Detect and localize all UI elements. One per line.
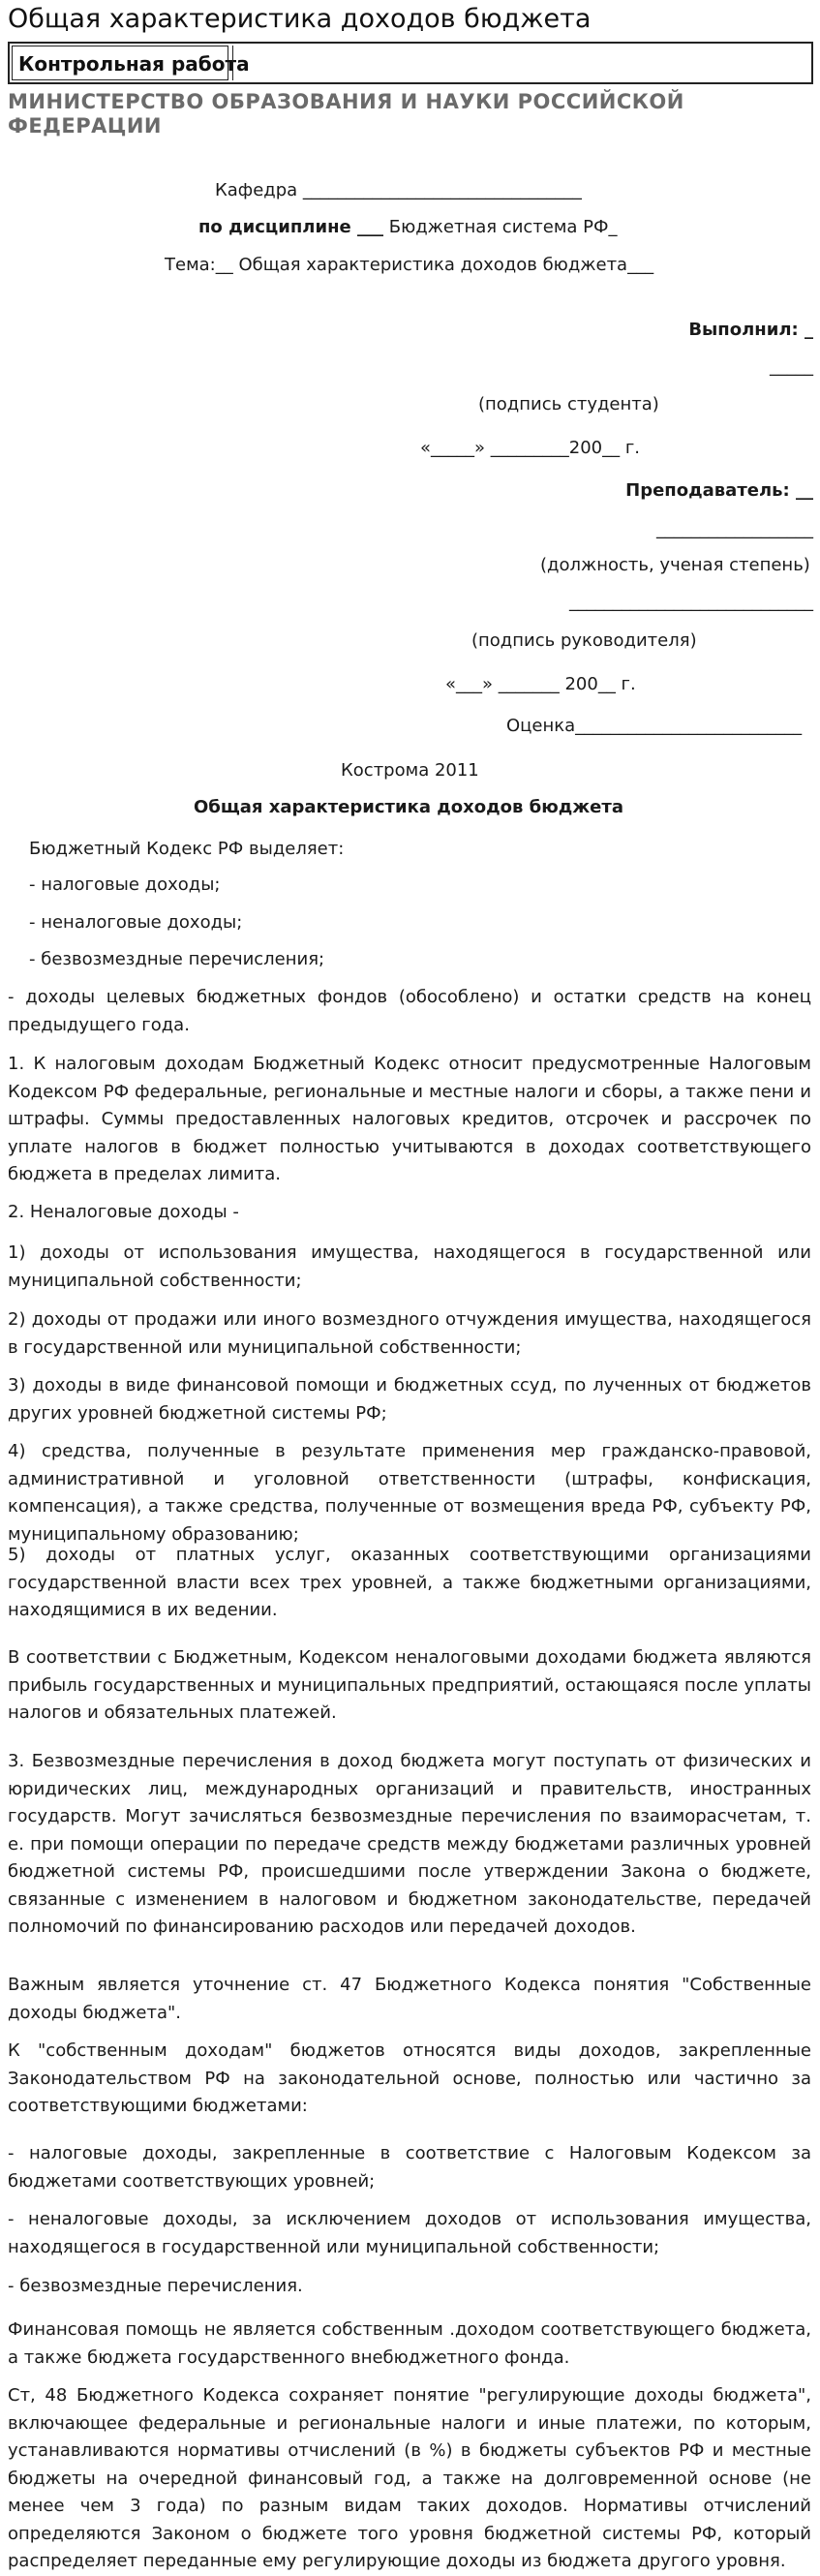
discipline-value: Бюджетная система РФ_ [383, 217, 618, 237]
tab-divider [232, 46, 233, 80]
teacher-signature: (подпись руководителя) [471, 630, 697, 651]
list-item: - налоговые доходы; [29, 874, 221, 895]
page-title: Общая характеристика доходов бюджета [8, 4, 592, 34]
paragraph: Финансовая помощь не является собственным .доходом соответствующего бюджета, а также бюджета государственного внебюджетного фонда. [8, 2319, 811, 2368]
paragraph: К "собственным доходам" бюджетов относятся виды доходов, закрепленные Законодательством РФ на законодательной основе, полностью или частично за соответствующими бюджетами: [8, 2040, 811, 2116]
paragraph: 3) доходы в виде финансовой помощи и бюджетных ссуд, по лученных от бюджетов других уровней бюджетной системы РФ; [8, 1375, 811, 1424]
paragraph: - неналоговые доходы, за исключением доходов от использования имущества, находящегося в государственной или муниципальной собственности; [8, 2209, 811, 2257]
tab-control-work[interactable]: Контрольная работа [12, 46, 228, 80]
paragraph: 1. К налоговым доходам Бюджетный Кодекс относит предусмотренные Налоговым Кодексом РФ федеральные, региональные и местные налоги и сборы, а также пени и штрафы. Суммы предоставленных налоговых кредитов, отсрочек и рассрочек по уплате налогов в бюджет полностью учитываются в доходах соответствующего бюджета в пределах лимита. [8, 1054, 811, 1184]
city-year: Кострома 2011 [341, 760, 479, 781]
paragraph: 1) доходы от использования имущества, находящегося в государственной или муниципальной собственности; [8, 1242, 811, 1291]
paragraph: В соответствии с Бюджетным, Кодексом неналоговыми доходами бюджета являются прибыль государственных и муниципальных предприятий, остающаяся после уплаты налогов и обязательных платежей. [8, 1647, 811, 1723]
list-item: - неналоговые доходы; [29, 912, 243, 933]
teacher-line-2: ____________________________ [569, 592, 813, 612]
ministry-heading: МИНИСТЕРСТВО ОБРАЗОВАНИЯ И НАУКИ РОССИЙСКОЙ ФЕДЕРАЦИИ [8, 90, 684, 138]
list-item: - безвозмездные перечисления; [29, 949, 325, 969]
performed-label: Выполнил: _ [688, 320, 813, 340]
date-line-2: «___» _______ 200__ г. [445, 674, 636, 694]
topic-line: Тема:__ Общая характеристика доходов бюджета___ [165, 255, 654, 275]
discipline-line [198, 217, 618, 237]
tab-box [8, 42, 813, 84]
paragraph: Важным является уточнение ст. 47 Бюджетного Кодекса понятия "Собственные доходы бюджета". [8, 1975, 811, 2023]
date-line-1: «_____» _________200__ г. [420, 438, 641, 458]
paragraph: 4) средства, полученные в результате применения мер гражданско-правовой, административной и уголовной ответственности (штрафы, конфискация, компенсация), а также средства, полученные от возмещения вреда РФ, субъекту РФ, муниципальному образованию; [8, 1441, 811, 1545]
grade-line: Оценка__________________________ [506, 716, 803, 736]
student-signature: (подпись студента) [478, 394, 659, 414]
paragraph: - налоговые доходы, закрепленные в соответствие с Налоговым Кодексом за бюджетами соответствующих уровней; [8, 2143, 811, 2192]
performed-line: _____ [770, 356, 813, 377]
teacher-label: Преподаватель: __ [625, 480, 813, 501]
paragraph: 3. Безвозмездные перечисления в доход бюджета могут поступать от физических и юридических лиц, международных организаций и правительств, иностранных государств. Могут зачисляться безвозмездные перечисления по взаиморасчетам, т. е. при помощи операции по передаче средств между бюджетами различных уровней бюджетной системы РФ, происшедшими после утверждении Закона о бюджете, связанные с изменением в налоговом и бюджетном законодательстве, передачей полномочий по финансированию расходов или передачей доходов. [8, 1751, 811, 1937]
intro-text: Бюджетный Кодекс РФ выделяет: [29, 839, 345, 859]
department-line: Кафедра ________________________________ [215, 180, 582, 200]
paragraph: 2. Неналоговые доходы - [8, 1202, 239, 1222]
paragraph: Ст, 48 Бюджетного Кодекса сохраняет понятие "регулирующие доходы бюджета", включающее федеральные и региональные налоги и иные платежи, по которым, устанавливаются нормативы отчислений (в %) в бюджеты субъектов РФ и местные бюджеты на очередной финансовый год, а также на долговременной основе (не менее чем 3 года) по разным видам таких доходов. Нормативы отчислений определяются Законом о бюджете того уровня бюджетной системы РФ, который распределяет переданные ему регулирующие доходы из бюджета другого уровня. [8, 2385, 811, 2571]
paragraph: - доходы целевых бюджетных фондов (обособлено) и остатки средств на конец предыдущего года. [8, 987, 811, 1035]
paragraph: 5) доходы от платных услуг, оказанных соответствующими организациями государственной власти всех трех уровней, а также бюджетными организациями, находящимися в их ведении. [8, 1545, 811, 1620]
content-heading: Общая характеристика доходов бюджета [194, 797, 623, 817]
teacher-position: (должность, ученая степень) [540, 555, 810, 575]
paragraph: 2) доходы от продажи или иного возмездного отчуждения имущества, находящегося в государственной или муниципальной собственности; [8, 1309, 811, 1358]
paragraph: - безвозмездные перечисления. [8, 2276, 303, 2296]
teacher-line: __________________ [656, 519, 813, 539]
discipline-label: по дисциплине ___ [198, 217, 383, 237]
